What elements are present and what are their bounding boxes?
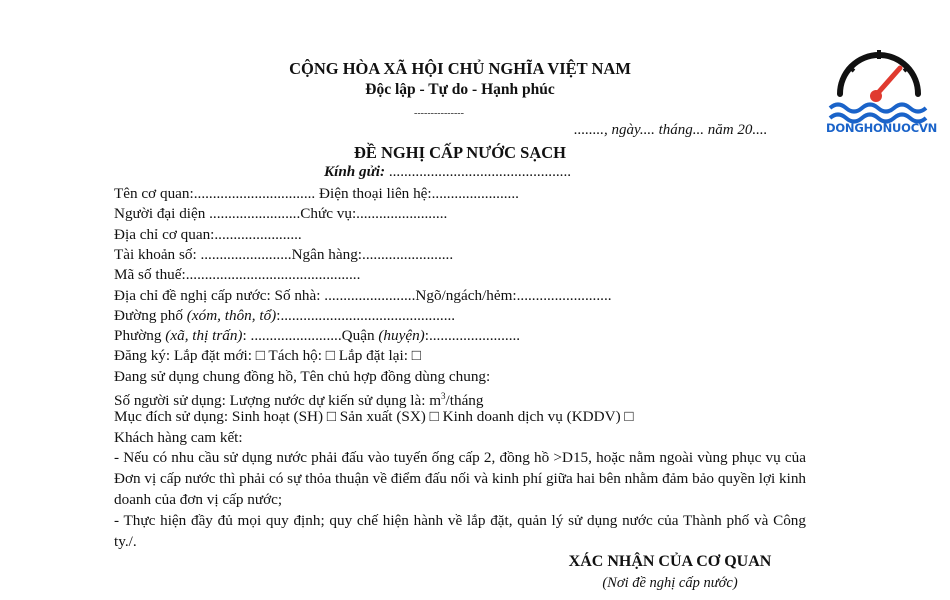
logo-wordmark: DONGHONUOCVN [826, 121, 938, 135]
date-line: ........, ngày.... tháng... năm 20.... [574, 122, 768, 138]
motto: Độc lập - Tự do - Hạnh phúc [365, 81, 555, 98]
supply-address-line: Địa chỉ đề nghị cấp nước: Số nhà: ........................Ngõ/ngách/hẻm:......................... [114, 287, 612, 304]
shared-meter-line: Đang sử dụng chung đồng hồ, Tên chủ hợp đồng dùng chung: [114, 368, 491, 385]
street-line [114, 306, 455, 325]
commitment-1: - Nếu có nhu cầu sử dụng nước phải đấu vào tuyến ống cấp 2, đồng hồ >D15, hoặc nằm ngoài vùng phục vụ của Đơn vị cấp nước thì phải có sự thỏa thuận về điểm đấu nối và kinh phí giữa hai bên nhằm đảm bảo quyền lợi kinh doanh của đơn vị cấp nước; [114, 449, 807, 508]
purpose-line: Mục đích sử dụng: Sinh hoạt (SH) □ Sản xuất (SX) □ Kinh doanh dịch vụ (KDDV) □ [114, 408, 634, 425]
street-dots: :.............................................. [276, 307, 456, 324]
street-hint: (xóm, thôn, tổ) [186, 307, 277, 324]
form-title: ĐỀ NGHỊ CẤP NƯỚC SẠCH [353, 143, 567, 162]
recipient-label: Kính gửi: [324, 163, 386, 180]
agency-address-line: Địa chỉ cơ quan:....................... [114, 226, 302, 243]
usage-text: Số người sử dụng: Lượng nước dự kiến sử dụng là: m [114, 392, 442, 410]
country-heading: CỘNG HÒA XÃ HỘI CHỦ NGHĨA VIỆT NAM [289, 59, 631, 78]
header-separator: --------------- [414, 108, 464, 119]
district-label: : ........................Quận [242, 327, 379, 344]
rep-name: Người đại diện ........................ [114, 205, 301, 222]
confirm-subtitle: (Nơi đề nghị cấp nước) [602, 575, 738, 591]
street-label: Đường phố [114, 307, 187, 324]
commit-heading: Khách hàng cam kết: [114, 429, 243, 446]
district-hint: (huyện) [378, 327, 425, 344]
agency-line: Tên cơ quan:................................ Điện thoại liên hệ:....................... [114, 185, 519, 202]
rep-position: Chức vụ:........................ [300, 205, 448, 222]
tax-line: Mã số thuế:.............................................. [114, 266, 361, 283]
ward-label: Phường [114, 327, 166, 344]
commitment-2: - Thực hiện đầy đủ mọi quy định; quy chế hiện hành về lắp đặt, quản lý sử dụng nước của Thành phố và Công ty./. [114, 512, 806, 550]
account-line: Tài khoản số: ........................Ngân hàng:........................ [114, 246, 454, 263]
ward-hint: (xã, thị trấn) [165, 327, 243, 344]
district-dots: :........................ [424, 327, 521, 344]
confirm-title: XÁC NHẬN CỦA CƠ QUAN [568, 553, 772, 570]
usage-unit: /tháng [445, 392, 484, 410]
register-line: Đăng ký: Lắp đặt mới: □ Tách hộ: □ Lắp đặt lại: □ [114, 347, 421, 364]
recipient-dots: ................................................ [385, 163, 572, 180]
ward-line [114, 326, 520, 345]
representative-line [114, 204, 447, 223]
usage-unit-exp: 3 [441, 391, 446, 401]
recipient-line [324, 163, 571, 181]
